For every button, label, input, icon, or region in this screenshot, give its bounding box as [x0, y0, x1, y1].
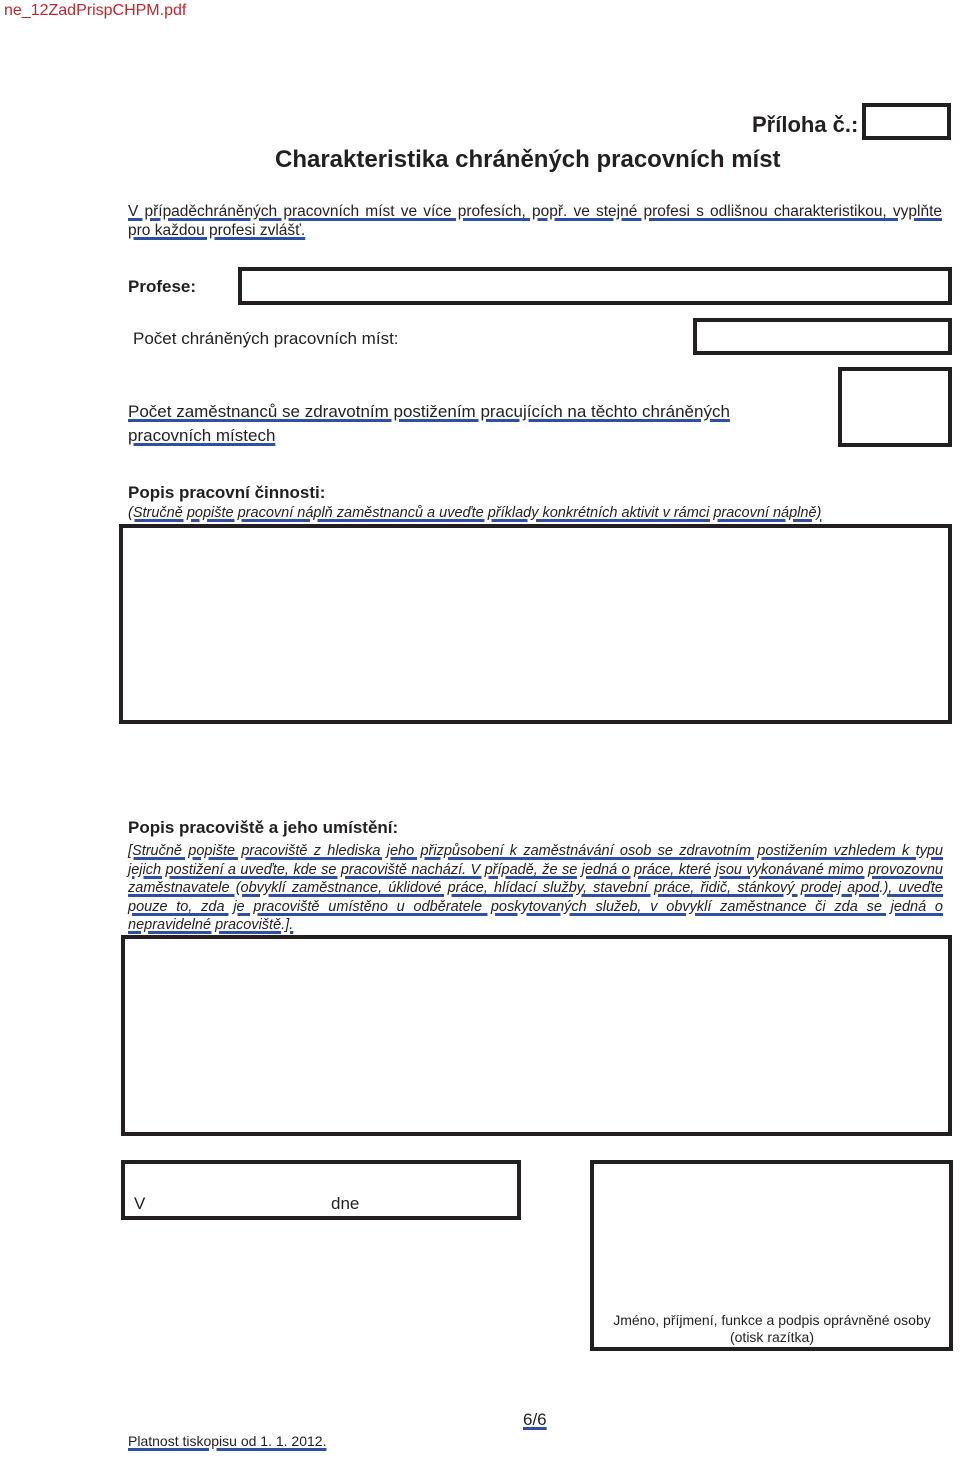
place-date-field[interactable] — [121, 1160, 521, 1220]
annex-number-field[interactable] — [862, 103, 951, 140]
employees-count-label: Počet zaměstnanců se zdravotním postižením pracujících na těchto chráněných pracovních místech — [128, 402, 730, 445]
form-validity: Platnost tiskopisu od 1. 1. 2012. — [128, 1433, 327, 1449]
work-description-hint: (Stručně popište pracovní náplň zaměstnanců a uveďte příklady konkrétních aktivit v rámci pracovní náplně) — [128, 505, 822, 521]
page-number: 6/6 — [523, 1410, 547, 1429]
date-label: dne — [331, 1194, 360, 1213]
page-title: Charakteristika chráněných pracovních míst — [275, 146, 781, 173]
workplace-description-field[interactable] — [121, 935, 952, 1136]
intro-instructions: V případěchráněných pracovních míst ve více profesích, popř. ve stejné profesi s odlišnou charakteristikou, vyplňte pro každou profesi zvlášť. — [128, 203, 942, 239]
workplace-description-heading: Popis pracoviště a jeho umístění: — [128, 818, 399, 837]
employees-count-field[interactable] — [838, 367, 952, 447]
positions-count-field[interactable] — [693, 318, 952, 355]
file-name: ne_12ZadPrispCHPM.pdf — [4, 2, 187, 19]
signature-caption — [592, 1312, 952, 1346]
positions-count-label: Počet chráněných pracovních míst: — [133, 329, 399, 348]
place-label: V — [134, 1194, 146, 1213]
profession-field[interactable] — [238, 267, 952, 305]
work-description-field[interactable] — [119, 524, 952, 724]
profession-label: Profese: — [128, 277, 197, 296]
work-description-heading: Popis pracovní činnosti: — [128, 483, 326, 502]
annex-label: Příloha č.: — [752, 112, 859, 137]
workplace-description-hint: [Stručně popište pracoviště z hlediska jeho přizpůsobení k zaměstnávání osob se zdravotním postižením vzhledem k typu jejich postižení a uveďte, kde se pracoviště nachází. V případě, že se jedná o práce, které jsou vykonávané mimo provozovnu zaměstnavatele (obvyklí zaměstnance, úklidové práce, hlídací služby, stavební práce, řidič, stánkový prodej apod.), uveďte pouze to, zda je pracoviště umístěno u odběratele poskytovaných služeb, v obvyklí zaměstnance či zda se jedná o nepravidelné pracoviště.]. — [128, 843, 943, 933]
signature-caption-line1: Jméno, příjmení, funkce a podpis oprávněné osoby — [613, 1312, 931, 1328]
signature-caption-line2: (otisk razítka) — [729, 1329, 814, 1345]
